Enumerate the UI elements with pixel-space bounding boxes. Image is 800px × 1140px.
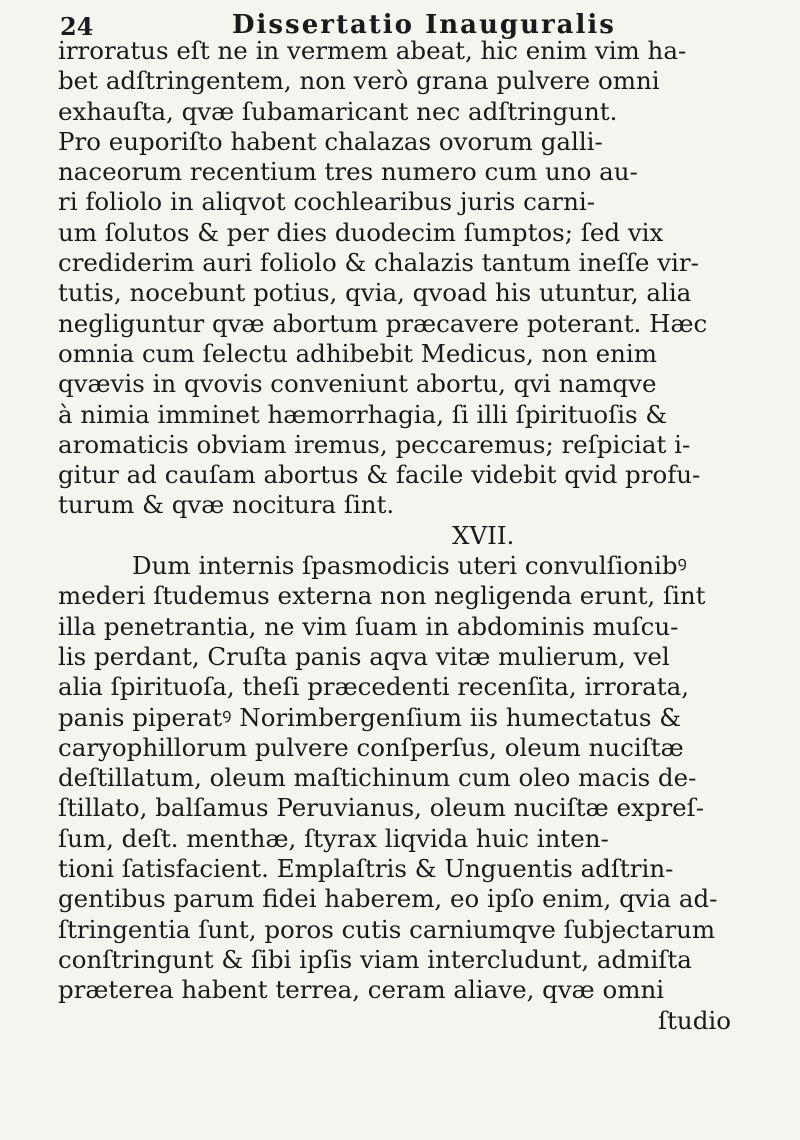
text-line: tioni ſatisfacient. Emplaſtris & Unguentis adſtrin- [58, 854, 674, 884]
text-line: deſtillatum, oleum maſtichinum cum oleo macis de- [58, 763, 697, 793]
text-line: bet adſtringentem, non verò grana pulvere omni [58, 66, 660, 96]
text-line: ſum, deſt. menthæ, ſtyrax liqvida huic inten- [58, 823, 609, 853]
text-line: naceorum recentium tres numero cum uno au- [58, 157, 638, 187]
text-line: præterea habent terrea, ceram aliave, qvæ omni [58, 975, 665, 1005]
text-line: turum & qvæ nocitura ſint. [58, 490, 395, 520]
running-title: Dissertatio Inauguralis [232, 10, 616, 40]
text-line: exhauſta, qvæ ſubamaricant nec adſtringunt. [58, 96, 618, 126]
text-line: lis perdant, Cruſta panis aqva vitæ mulierum, vel [58, 641, 670, 671]
text-line: conſtringunt & ſibi ipſis viam intercludunt, admiſta [58, 944, 692, 974]
text-line: irroratus eſt ne in vermem abeat, hic enim vim ha- [58, 36, 687, 65]
text-line: qvævis in qvovis conveniunt abortu, qvi namqve [58, 369, 657, 399]
text-line: tutis, nocebunt potius, qvia, qvoad his utuntur, alia [58, 278, 692, 308]
text-line: ſtillato, balſamus Peruvianus, oleum nuciſtæ expreſ- [58, 793, 705, 823]
body-text [58, 36, 794, 1036]
text-line: illa penetrantia, ne vim ſuam in abdominis muſcu- [58, 611, 679, 641]
text-line: omnia cum ſelectu adhibebit Medicus, non enim [58, 338, 657, 368]
section-number: XVII. [452, 520, 515, 550]
text-line: Pro euporiſto habent chalazas ovorum galli- [58, 126, 603, 156]
text-line: à nimia imminet hæmorrhagia, ſi illi ſpirituoſis & [58, 399, 668, 429]
text-line: gentibus parum fidei haberem, eo ipſo enim, qvia ad- [58, 884, 718, 914]
text-line: aromaticis obviam iremus, peccaremus; reſpiciat i- [58, 429, 691, 459]
text-line: alia ſpirituoſa, theſi præcedenti recenſita, irrorata, [58, 672, 690, 702]
text-line: crediderim auri foliolo & chalazis tantum ineſſe vir- [58, 248, 699, 278]
text-line: um ſolutos & per dies duodecim ſumptos; ſed vix [58, 217, 664, 247]
text-line: Dum internis ſpasmodicis uteri convulſionibꝰ [132, 551, 687, 581]
text-line: negliguntur qvæ abortum præcavere poterant. Hæc [58, 308, 708, 338]
text-line: panis piperatꝰ Norimbergenſium iis humectatus & [58, 702, 682, 732]
text-line: gitur ad cauſam abortus & facile videbit qvid profu- [58, 460, 701, 490]
catchword: ſtudio [658, 1005, 731, 1035]
page-number: 24 [60, 12, 94, 41]
text-line: ri foliolo in aliqvot cochlearibus juris carni- [58, 187, 596, 217]
text-line: caryophillorum pulvere conſperſus, oleum nuciſtæ [58, 732, 684, 762]
text-line: mederi ſtudemus externa non negligenda erunt, ſint [58, 581, 706, 611]
text-line: ſtringentia ſunt, poros cutis carniumqve ſubjectarum [58, 914, 716, 944]
